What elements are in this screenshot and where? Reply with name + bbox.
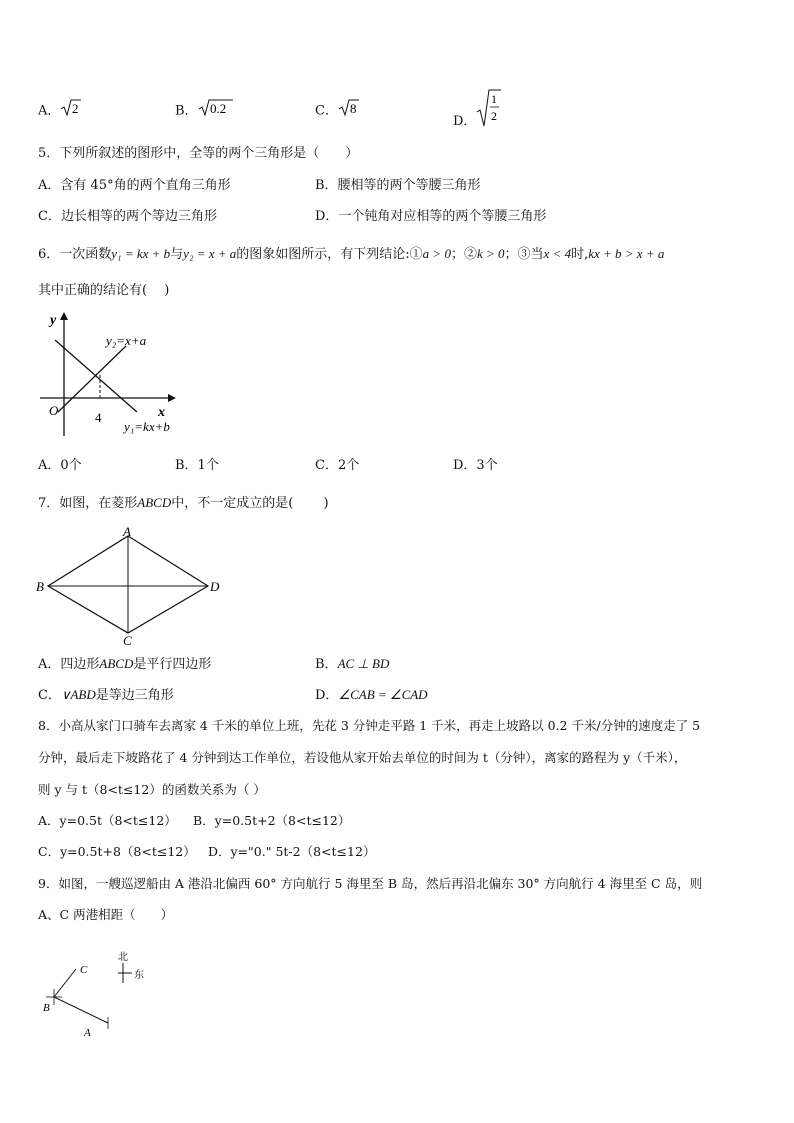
tick-label-4: 4 [95, 410, 102, 425]
q7-stem: 7．如图，在菱形ABCD中，不一定成立的是( ) [38, 495, 329, 511]
x-axis-label: x [158, 405, 165, 420]
q4-option-c[interactable]: C． 8 [315, 98, 360, 124]
q9-stem-line1: 9．如图，一艘巡逻船由 A 港沿北偏西 60° 方向航行 5 海里至 B 岛，然后再沿北偏东 30° 方向航行 4 海里至 C 岛，则 [38, 876, 703, 891]
origin-label: O [49, 403, 59, 418]
y2-label: y₂=x+a [106, 333, 147, 348]
q5-option-b[interactable]: B．腰相等的两个等腰三角形 [315, 178, 481, 193]
sqrt-symbol [476, 88, 502, 134]
sqrt-symbol [198, 98, 234, 124]
q6-option-d[interactable]: D．3个 [453, 458, 498, 473]
vertex-b-label: B [36, 579, 44, 594]
q4-a-radicand: 2 [72, 101, 79, 116]
q4-d-numerator: 1 [491, 92, 498, 106]
q6-stem: 6．一次函数y₁ = kx + b与y₂ = x + a的图象如图所示，有下列结论:①a > 0；②k > 0；③当x < 4时,kx + b > x + a [38, 246, 665, 262]
q5-option-d[interactable]: D．一个钝角对应相等的两个等腰三角形 [315, 209, 547, 224]
q4-option-b[interactable]: B． 0.2 [175, 98, 234, 124]
vertex-d-label: D [210, 579, 220, 594]
y-axis-label: y [50, 313, 57, 328]
y-axis-arrow [60, 312, 68, 320]
q7-option-d[interactable]: D．∠CAB = ∠CAD [315, 687, 428, 703]
q4-d-denominator: 2 [491, 109, 498, 123]
q8-stem-line1: 8．小高从家门口骑车去离家 4 千米的单位上班，先花 3 分钟走平路 1 千米，再走上坡路以 0.2 千米/分钟的速度走了 5 [38, 718, 701, 733]
q5-option-c[interactable]: C．边长相等的两个等边三角形 [38, 209, 217, 224]
q7-option-a[interactable]: A．四边形ABCD是平行四边形 [38, 656, 212, 672]
q6-option-a[interactable]: A．0个 [38, 458, 82, 473]
q6-option-c[interactable]: C．2个 [315, 458, 360, 473]
q5-stem: 5．下列所叙述的图形中，全等的两个三角形是（ ） [38, 146, 359, 161]
path-ba [54, 997, 108, 1023]
q4-option-d[interactable]: D． 1 2 [453, 88, 502, 134]
q4-c-radicand: 8 [349, 101, 357, 116]
q8-option-c[interactable]: C．y=0.5t+8（8<t≤12） [38, 844, 196, 859]
q8-stem-line3: 则 y 与 t（8<t≤12）的函数关系为（ ） [38, 782, 266, 797]
q4-option-a[interactable]: A． 2 [38, 98, 82, 124]
q7-option-b[interactable]: B．AC ⊥ BD [315, 656, 390, 672]
point-b-label: B [43, 1002, 50, 1014]
vertex-a-label: A [123, 526, 131, 539]
q8-option-b[interactable]: B．y=0.5t+2（8<t≤12） [193, 813, 351, 828]
point-c-label: C [80, 964, 88, 976]
q7-option-c[interactable]: C．∨ABD是等边三角形 [38, 687, 174, 703]
compass-north-label: 北 [118, 952, 128, 963]
q5-option-a[interactable]: A．含有 45°角的两个直角三角形 [38, 178, 231, 193]
q6-option-b[interactable]: B．1个 [175, 458, 219, 473]
vertex-c-label: C [123, 633, 132, 648]
q8-option-d[interactable]: D．y="0." 5t-2（8<t≤12） [208, 844, 376, 859]
sqrt-symbol [60, 98, 82, 124]
q6-function-graph [40, 308, 200, 443]
q7-rhombus-figure [34, 526, 234, 648]
y1-label: y₁=kx+b [124, 419, 170, 434]
q6-stem-line2: 其中正确的结论有( ) [38, 283, 170, 298]
q9-stem-line2: A、C 两港相距（ ） [38, 907, 174, 922]
q4-b-radicand: 0.2 [209, 101, 226, 116]
sqrt-symbol [338, 98, 360, 124]
q8-option-a[interactable]: A．y=0.5t（8<t≤12） [38, 813, 177, 828]
x-axis-arrow [168, 394, 176, 402]
path-bc [54, 969, 76, 997]
q8-stem-line2: 分钟，最后走下坡路花了 4 分钟到达工作单位，若设他从家开始去单位的时间为 t（分钟），离家的路程为 y（千米）， [38, 750, 687, 765]
point-a-label: A [84, 1027, 91, 1039]
compass-east-label: 东 [134, 970, 144, 981]
line-y2 [58, 346, 126, 412]
q9-navigation-figure [38, 945, 158, 1040]
